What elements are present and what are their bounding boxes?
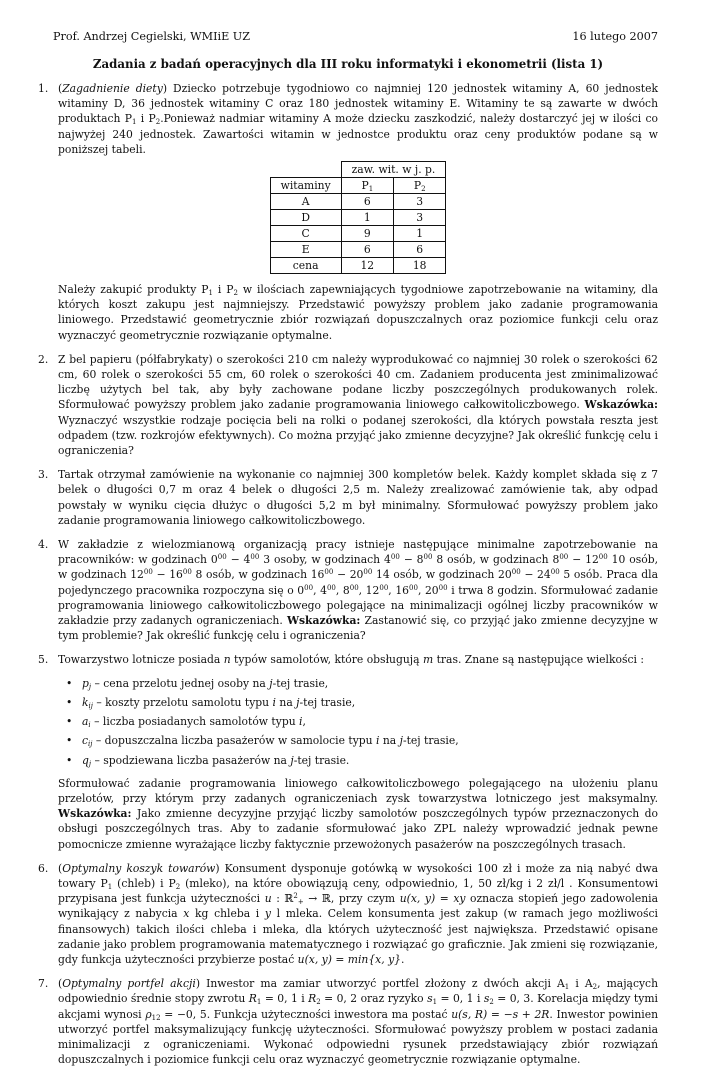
list-item: • $c_{ij}$ – dopuszczalna liczba pasażerów w samolocie typu i na j-tej trasie, bbox=[66, 734, 459, 749]
vitamin-table bbox=[270, 161, 447, 274]
problem-topic: Zagadnienie diety bbox=[62, 82, 163, 95]
table-row-header: witaminy bbox=[270, 178, 341, 194]
problem-5: 5. Towarzystwo lotnicze posiada n typów samolotów, które obsługują m tras. Znane są następujące wielkości : • $p_j$ – cena przelotu jednej osoby na j-tej trasie, • $k_{ij}$ – koszty przelotu samolotu typu i na j-tej trasie, • $a_i$ – liczba posiadanych samolotów typu i, • $c_{ij}$ – dopuszczalna liczba pasażerów w samolocie typu i na j-tej trasie, • $q_j$ – spodziewana liczba pasażerów na j-tej trasie. Sformułować zadanie programowania liniowego całkowitoliczbowego polegającego na ułożeniu planu przelotów, przy którym przy zadanych ograniczeniach zysk towarzystwa lotniczego jest maksymalny. Wskazówka: Jako zmienne decyzyjne przyjąć liczby samolotów poszczególnych typów przeznaczonych do obsługi poszczególnych tras. Aby to zadanie sformułować jako ZPL należy wprowadzić jednak pewne pomocnicze zmienne wyrażające liczby faktycznie przewożonych pasażerów na poszczególnych trasach. bbox=[38, 653, 658, 851]
list-item: • $q_j$ – spodziewana liczba pasażerów na j-tej trasie. bbox=[66, 753, 350, 768]
bullet-icon: • bbox=[66, 695, 73, 709]
table-group-header: zaw. wit. w j. p. bbox=[341, 162, 446, 178]
bullet-icon: • bbox=[66, 715, 73, 729]
table-col-p1: $P_1$ bbox=[341, 178, 393, 194]
problem-topic: Optymalny portfel akcji bbox=[62, 977, 196, 991]
problem-number: 7. bbox=[38, 977, 49, 991]
problem-number: 6. bbox=[38, 861, 49, 875]
table-col-p2: $P_2$ bbox=[394, 178, 446, 194]
problem-topic: Optymalny koszyk towarów bbox=[62, 861, 216, 875]
problem-number: 2. bbox=[38, 352, 49, 366]
list-item: • $a_i$ – liczba posiadanych samolotów typu i, bbox=[66, 715, 306, 730]
author: Prof. Andrzej Cegielski, WMIiE UZ bbox=[53, 30, 251, 43]
table-row: cena 12 18 bbox=[270, 258, 446, 274]
page-header bbox=[53, 30, 658, 43]
problem-2: 2. Z bel papieru (półfabrykaty) o szerokości 210 cm należy wyprodukować co najmniej 30 rolek o szerokości 62 cm, 60 rolek o szerokości 55 cm, 60 rolek o szerokości 40 cm. Zadaniem producenta jest zminimalizować liczbę użytych bel tak, aby były zachowane podane liczby poszczególnych produkowanych rolek. Sformułować powyższy problem jako zadanie programowania liniowego całkowitoliczbowego. Wskazówka: Wyznaczyć wszystkie rodzaje pocięcia beli na rolki o podanej szerokości, dla których powstała reszta jest odpadem (tzw. rozkrojów efektywnych). Co można przyjąć jako zmienne decyzyjne? Jak określić funkcję celu i ograniczenia? bbox=[38, 352, 658, 458]
problem-3: 3. Tartak otrzymał zamówienie na wykonanie co najmniej 300 kompletów belek. Każdy komplet składa się z 7 belek o długości 0,7 m oraz 4 belek o długości 2,5 m. Należy zrealizować zamówienie tak, aby odpad powstały w wyniku cięcia dłużyc o długości 5,2 m był minimalny. Sformułować powyższy problem jako zadanie programowania liniowego całkowitoliczbowego. bbox=[38, 468, 658, 527]
list-item: • $p_j$ – cena przelotu jednej osoby na j-tej trasie, bbox=[66, 676, 329, 691]
problem-4: 4. W zakładzie z wielozmianową organizacją pracy istnieje następujące minimalne zapotrzebowanie na pracowników: w godzinach $0^{00} - 4^{00}$ 3 osoby, w godzinach $4^{00} - 8^{00}$ 8 osób, w godzinach $8^{00} - 12^{00}$ 10 osób, w godzinach $12^{00} - 16^{00}$ 8 osób, w godzinach $16^{00} - 20^{00}$ 14 osób, w godzinach $20^{00} - 24^{00}$ 5 osób. Praca dla pojedynczego pracownika rozpoczyna się o $0^{00}$, $4^{00}$, $8^{00}$, $12^{00}$, $16^{00}$, $20^{00}$ i trwa 8 godzin. Sformułować zadanie programowania liniowego całkowitoliczbowego polegające na minimalizacji ogólnej liczby pracowników w zakładzie przy zadanych ograniczeniach. Wskazówka: Zastanowić się, co przyjąć jako zmienne decyzyjne w tym problemie? Jak określić funkcję celu i ograniczenia? bbox=[38, 538, 659, 643]
table-row: D 1 3 bbox=[270, 210, 446, 226]
hint-label: Wskazówka: bbox=[584, 398, 658, 412]
problem-7: 7. (Optymalny portfel akcji) Inwestor ma zamiar utworzyć portfel złożony z dwóch akcji $A_1$ i $A_2$, mających odpowiednio średnie stopy zwrotu $R_1 = 0$, 1 i $R_2 = 0$, 2 oraz ryzyko $s_1 = 0$, 1 i $s_2 = 0$, 3. Korelacja między tymi akcjami wynosi $\rho_{12} = -0$, 5. Funkcja użyteczności inwestora ma postać u(s, R) = −s + 2R. Inwestor powinien utworzyć portfel maksymalizujący funkcję użyteczności. Sformułować powyższy problem w postaci zadania minimalizacji z ograniczeniami. Wykonać odpowiedni rysunek przedstawiający zbiór rozwiązań dopuszczalnych i poziomice funkcji celu oraz wyznaczyć geometrycznie rozwiązanie optymalne. bbox=[38, 977, 659, 1067]
hint-label: Wskazówka: bbox=[286, 614, 361, 628]
bullet-icon: • bbox=[66, 734, 73, 748]
table-row: A 6 3 bbox=[270, 194, 446, 210]
problem-number: 1. bbox=[38, 82, 49, 95]
problem-number: 4. bbox=[38, 538, 49, 552]
problem-number: 5. bbox=[38, 653, 49, 667]
problem-number: 3. bbox=[38, 468, 49, 482]
problem-6: 6. (Optymalny koszyk towarów) Konsument dysponuje gotówką w wysokości 100 zł i może za nią nabyć dwa towary $P_1$ (chleb) i $P_2$ (mleko), na które obowiązują ceny, odpowiednio, 1, 50 zł/kg i 2 zł/l . Konsumentowi przypisana jest funkcja użyteczności u : ℝ$^2_+$ → ℝ, przy czym u(x, y) = xy oznacza stopień jego zadowolenia wynikający z nabycia x kg chleba i y l mleka. Celem konsumenta jest zakup (w ramach jego możliwości finansowych) takich ilości chleba i mleka, dla których użyteczność jest największa. Przedstawić opisane zadanie jako problem programowania matematycznego i rozwiązać go graficznie. Jak zmieni się rozwiązanie, gdy funkcja użyteczności przybierze postać u(x, y) = min{x, y}. bbox=[38, 861, 659, 966]
quantity-list bbox=[58, 676, 658, 768]
list-item: • $k_{ij}$ – koszty przelotu samolotu typu i na j-tej trasie, bbox=[66, 695, 356, 710]
page-title: Zadania z badań operacyjnych dla III roku informatyki i ekonometrii (lista 1) bbox=[92, 57, 604, 71]
bullet-icon: • bbox=[66, 753, 73, 767]
date: 16 lutego 2007 bbox=[572, 30, 658, 43]
document-page bbox=[38, 30, 658, 1076]
hint-label: Wskazówka: bbox=[58, 807, 132, 821]
table-row: C 9 1 bbox=[270, 226, 446, 242]
problem-1: 1. (Zagadnienie diety) Dziecko potrzebuje tygodniowo co najmniej 120 jednostek witaminy A, 60 jednostek witaminy D, 36 jednostek witaminy C oraz 180 jednostek witaminy E. Witaminy te są zawarte w dwóch produktach $P_1$ i $P_2.Ponieważ$ nadmiar witaminy A może dziecku zaszkodzić, należy dostarczyć jej w ilości co najwyżej 240 jednostek. Zawartości witamin w jednostce produktu oraz ceny produktów podane są w poniższej tabeli. zaw. wit. w j. p. witaminy $P_1$ $P_2$ A 6 3 D 1 3 C 9 1 E 6 6 cena 12 18 Należy zakupić produkty $P_1$ i $P_2$ w ilościach zapewniających tygodniowe zapotrzebowanie na witaminy, dla których koszt zakupu jest najmniejszy. Przedstawić powyższy problem jako zadanie programowania liniowego. Przedstawić geometrycznie zbiór rozwiązań dopuszczalnych oraz poziomice funkcji celu oraz wyznaczyć geometrycznie rozwiązanie optymalne. bbox=[38, 82, 658, 342]
bullet-icon: • bbox=[66, 676, 73, 690]
table-row: E 6 6 bbox=[270, 242, 446, 258]
